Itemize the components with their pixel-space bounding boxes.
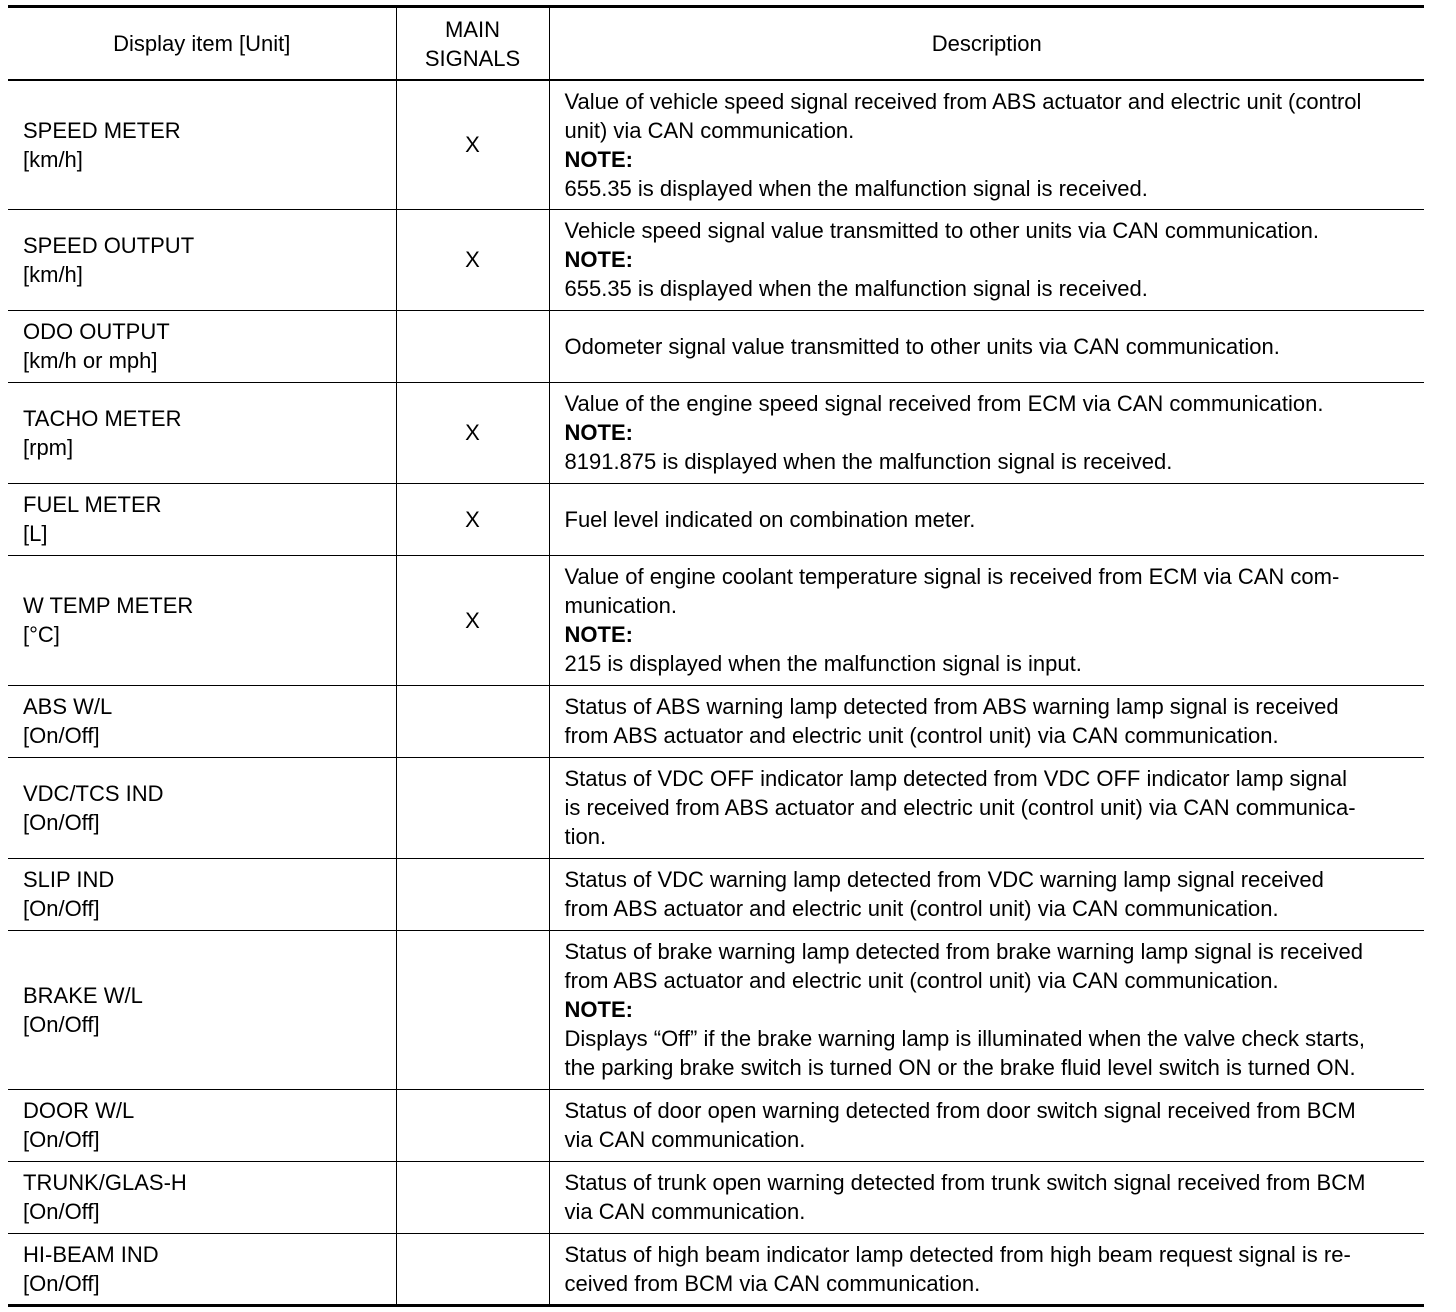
display-item-name: SLIP IND	[23, 867, 115, 892]
description-line: is received from ABS actuator and electric unit (control unit) via CAN communica-	[564, 795, 1356, 820]
note-text-line: 655.35 is displayed when the malfunction signal is received.	[564, 175, 1148, 201]
display-items-table	[8, 5, 1424, 1307]
main-signal-cell	[396, 1233, 549, 1305]
note-text-line: 8191.875 is displayed when the malfunction signal is received.	[564, 449, 1173, 474]
display-item-unit: [On/Off]	[23, 1127, 100, 1152]
header-main-signals-line2: SIGNALS	[424, 45, 521, 71]
description-cell	[549, 858, 1424, 930]
display-item-unit: [On/Off]	[23, 1199, 100, 1224]
display-item-cell	[8, 483, 396, 555]
display-item-cell	[8, 757, 396, 858]
description-line: ceived from BCM via CAN communication.	[564, 1270, 981, 1296]
description-line: Status of VDC OFF indicator lamp detected from VDC OFF indicator lamp signal	[564, 766, 1348, 791]
table-row	[8, 858, 1424, 930]
description-cell	[549, 483, 1424, 555]
display-item-name: DOOR W/L	[23, 1098, 135, 1123]
display-item-cell	[8, 930, 396, 1089]
display-item-name: TACHO METER	[23, 405, 182, 431]
note-label: NOTE:	[564, 997, 633, 1022]
description-line: from ABS actuator and electric unit (control unit) via CAN communication.	[564, 896, 1279, 921]
display-item-cell	[8, 209, 396, 310]
display-item-unit: [On/Off]	[23, 1270, 100, 1296]
display-item-name: W TEMP METER	[23, 593, 194, 618]
display-item-cell	[8, 858, 396, 930]
main-signal-cell: X	[396, 209, 549, 310]
note-text-line: 215 is displayed when the malfunction signal is input.	[564, 651, 1082, 676]
main-signal-cell: X	[396, 382, 549, 483]
display-item-cell	[8, 1089, 396, 1161]
table-body	[8, 80, 1424, 1305]
display-item-cell	[8, 1233, 396, 1305]
main-signal-cell	[396, 757, 549, 858]
description-line: Value of vehicle speed signal received from ABS actuator and electric unit (control	[564, 88, 1362, 114]
description-line: munication.	[564, 593, 678, 618]
display-item-unit: [km/h]	[23, 146, 83, 172]
table-row	[8, 382, 1424, 483]
description-line: Value of the engine speed signal received from ECM via CAN communication.	[564, 391, 1324, 416]
table-row	[8, 310, 1424, 382]
table-row	[8, 483, 1424, 555]
description-line: Status of brake warning lamp detected from brake warning lamp signal is received	[564, 939, 1364, 964]
description-cell	[549, 310, 1424, 382]
table-row	[8, 1161, 1424, 1233]
main-signal-cell	[396, 930, 549, 1089]
main-signal-cell: X	[396, 80, 549, 209]
display-item-unit: [On/Off]	[23, 809, 100, 835]
main-signal-cell	[396, 1161, 549, 1233]
description-line: Status of door open warning detected from door switch signal received from BCM	[564, 1098, 1356, 1123]
description-line: via CAN communication.	[564, 1127, 806, 1152]
description-cell	[549, 555, 1424, 685]
header-main-signals	[396, 7, 549, 81]
display-item-cell	[8, 80, 396, 209]
description-cell	[549, 1233, 1424, 1305]
display-item-name: ODO OUTPUT	[23, 319, 170, 344]
description-line: Status of VDC warning lamp detected from VDC warning lamp signal received	[564, 867, 1324, 892]
display-item-cell	[8, 1161, 396, 1233]
description-line: Odometer signal value transmitted to other units via CAN communication.	[564, 333, 1280, 359]
table-row	[8, 930, 1424, 1089]
description-line: unit) via CAN communication.	[564, 117, 855, 143]
display-item-name: VDC/TCS IND	[23, 780, 164, 806]
header-main-signals-line1: MAIN	[445, 16, 500, 42]
table-row	[8, 685, 1424, 757]
display-item-unit: [L]	[23, 521, 48, 546]
table-row	[8, 80, 1424, 209]
display-item-unit: [On/Off]	[23, 1011, 100, 1037]
note-text-line: 655.35 is displayed when the malfunction signal is received.	[564, 276, 1148, 301]
description-line: Status of trunk open warning detected from trunk switch signal received from BCM	[564, 1170, 1366, 1195]
table-row	[8, 1233, 1424, 1305]
note-text-line: the parking brake switch is turned ON or the brake fluid level switch is turned ON.	[564, 1055, 1356, 1080]
note-label: NOTE:	[564, 247, 633, 272]
main-signal-cell	[396, 685, 549, 757]
description-cell	[549, 80, 1424, 209]
display-item-name: BRAKE W/L	[23, 982, 143, 1008]
display-item-cell	[8, 555, 396, 685]
display-item-unit: [rpm]	[23, 434, 74, 460]
display-item-cell	[8, 685, 396, 757]
description-line: Fuel level indicated on combination meter.	[564, 506, 976, 532]
main-signal-cell	[396, 858, 549, 930]
description-line: tion.	[564, 824, 607, 849]
display-item-name: ABS W/L	[23, 694, 113, 719]
table-row	[8, 1089, 1424, 1161]
description-line: Value of engine coolant temperature signal is received from ECM via CAN com-	[564, 564, 1340, 589]
header-description: Description	[549, 7, 1424, 81]
display-item-name: HI-BEAM IND	[23, 1241, 159, 1267]
display-item-name: SPEED OUTPUT	[23, 232, 195, 258]
description-line: Status of high beam indicator lamp detected from high beam request signal is re-	[564, 1241, 1351, 1267]
description-cell	[549, 209, 1424, 310]
note-text-line: Displays “Off” if the brake warning lamp is illuminated when the valve check starts,	[564, 1026, 1365, 1051]
description-line: Vehicle speed signal value transmitted to other units via CAN communication.	[564, 218, 1319, 243]
description-cell	[549, 382, 1424, 483]
display-item-unit: [On/Off]	[23, 896, 100, 921]
description-cell	[549, 1089, 1424, 1161]
table-row	[8, 209, 1424, 310]
note-label: NOTE:	[564, 420, 633, 445]
header-row	[8, 7, 1424, 81]
table-row	[8, 555, 1424, 685]
display-item-unit: [On/Off]	[23, 723, 100, 748]
description-line: Status of ABS warning lamp detected from ABS warning lamp signal is received	[564, 694, 1339, 719]
description-line: from ABS actuator and electric unit (control unit) via CAN communication.	[564, 968, 1279, 993]
main-signal-cell	[396, 1089, 549, 1161]
description-line: from ABS actuator and electric unit (control unit) via CAN communication.	[564, 723, 1279, 748]
display-item-unit: [°C]	[23, 622, 60, 647]
description-line: via CAN communication.	[564, 1199, 806, 1224]
description-cell	[549, 1161, 1424, 1233]
header-display-item: Display item [Unit]	[8, 7, 396, 81]
description-cell	[549, 757, 1424, 858]
display-item-unit: [km/h]	[23, 261, 83, 287]
note-label: NOTE:	[564, 622, 633, 647]
note-label: NOTE:	[564, 146, 633, 172]
table-row	[8, 757, 1424, 858]
display-item-cell	[8, 310, 396, 382]
description-cell	[549, 930, 1424, 1089]
display-item-name: TRUNK/GLAS-H	[23, 1170, 187, 1195]
description-cell	[549, 685, 1424, 757]
display-item-unit: [km/h or mph]	[23, 348, 158, 373]
main-signal-cell: X	[396, 555, 549, 685]
display-item-name: SPEED METER	[23, 117, 181, 143]
display-item-name: FUEL METER	[23, 492, 162, 517]
main-signal-cell	[396, 310, 549, 382]
main-signal-cell: X	[396, 483, 549, 555]
display-item-cell	[8, 382, 396, 483]
